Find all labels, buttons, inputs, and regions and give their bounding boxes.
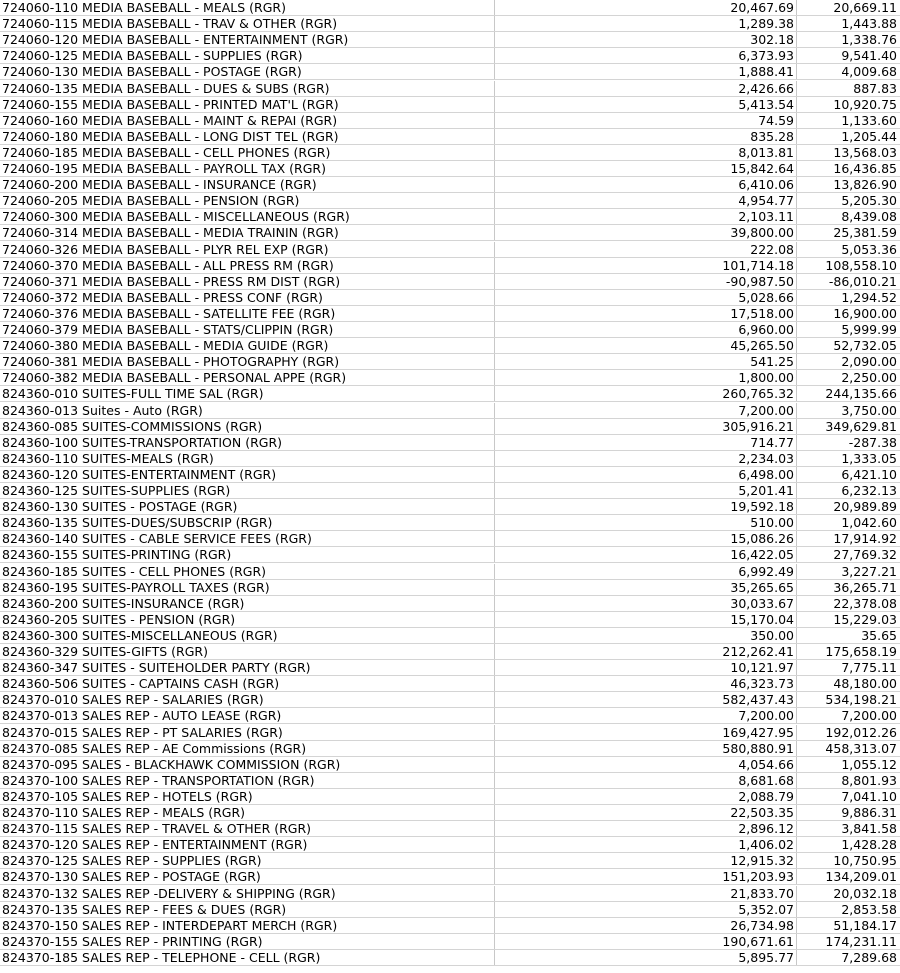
amount-cell-2[interactable]: 192,012.26 — [796, 725, 900, 740]
account-cell[interactable]: 824360-010 SUITES-FULL TIME SAL (RGR) — [2, 386, 264, 402]
amount-cell-1[interactable]: 6,373.93 — [494, 48, 796, 63]
amount-cell-1[interactable]: 30,033.67 — [494, 596, 796, 611]
amount-cell-2[interactable]: 16,436.85 — [796, 161, 900, 176]
amount-cell-1[interactable]: 35,265.65 — [494, 580, 796, 595]
amount-cell-1[interactable]: -90,987.50 — [494, 274, 796, 289]
amount-cell-1[interactable]: 6,410.06 — [494, 177, 796, 192]
amount-cell-2[interactable]: 17,914.92 — [796, 531, 900, 546]
amount-cell-2[interactable]: 4,009.68 — [796, 64, 900, 79]
amount-cell-2[interactable]: 27,769.32 — [796, 547, 900, 562]
amount-cell-1[interactable]: 1,800.00 — [494, 370, 796, 385]
table-row[interactable] — [0, 274, 900, 290]
account-cell[interactable]: 824360-135 SUITES-DUES/SUBSCRIP (RGR) — [2, 515, 273, 531]
amount-cell-2[interactable]: 244,135.66 — [796, 386, 900, 401]
account-cell[interactable]: 724060-120 MEDIA BASEBALL - ENTERTAINMENT (RGR) — [2, 32, 349, 48]
table-row[interactable] — [0, 161, 900, 177]
amount-cell-1[interactable]: 19,592.18 — [494, 499, 796, 514]
amount-cell-1[interactable]: 46,323.73 — [494, 676, 796, 691]
account-cell[interactable]: 824360-347 SUITES - SUITEHOLDER PARTY (RGR) — [2, 660, 311, 676]
account-cell[interactable]: 724060-381 MEDIA BASEBALL - PHOTOGRAPHY (RGR) — [2, 354, 340, 370]
account-cell[interactable]: 724060-370 MEDIA BASEBALL - ALL PRESS RM (RGR) — [2, 257, 334, 273]
amount-cell-1[interactable]: 5,028.66 — [494, 290, 796, 305]
account-cell[interactable]: 724060-379 MEDIA BASEBALL - STATS/CLIPPIN (RGR) — [2, 322, 334, 337]
amount-cell-1[interactable]: 1,888.41 — [494, 64, 796, 79]
amount-cell-2[interactable]: 349,629.81 — [796, 419, 900, 434]
account-cell[interactable]: 724060-195 MEDIA BASEBALL - PAYROLL TAX (RGR) — [2, 161, 326, 176]
amount-cell-2[interactable]: 3,227.21 — [796, 564, 900, 579]
amount-cell-1[interactable]: 6,992.49 — [494, 564, 796, 579]
account-cell[interactable]: 824370-150 SALES REP - INTERDEPART MERCH (RGR) — [2, 917, 338, 933]
amount-cell-2[interactable]: 25,381.59 — [796, 225, 900, 240]
table-row[interactable] — [0, 821, 900, 837]
amount-cell-1[interactable]: 4,054.66 — [494, 757, 796, 772]
amount-cell-1[interactable]: 5,352.07 — [494, 902, 796, 917]
amount-cell-2[interactable]: 1,205.44 — [796, 129, 900, 144]
amount-cell-2[interactable]: 7,775.11 — [796, 660, 900, 675]
amount-cell-2[interactable]: 5,205.30 — [796, 193, 900, 208]
account-cell[interactable]: 824370-110 SALES REP - MEALS (RGR) — [2, 805, 246, 820]
account-cell[interactable]: 824360-506 SUITES - CAPTAINS CASH (RGR) — [2, 676, 280, 692]
table-row[interactable] — [0, 531, 900, 547]
table-row[interactable] — [0, 209, 900, 225]
amount-cell-1[interactable]: 7,200.00 — [494, 708, 796, 723]
amount-cell-1[interactable]: 7,200.00 — [494, 403, 796, 418]
amount-cell-2[interactable]: 1,133.60 — [796, 113, 900, 128]
amount-cell-1[interactable]: 835.28 — [494, 129, 796, 144]
account-cell[interactable]: 824370-015 SALES REP - PT SALARIES (RGR) — [2, 724, 283, 740]
account-cell[interactable]: 824370-115 SALES REP - TRAVEL & OTHER (RGR) — [2, 821, 312, 837]
amount-cell-2[interactable]: 134,209.01 — [796, 869, 900, 884]
table-row[interactable] — [0, 48, 900, 64]
amount-cell-2[interactable]: 1,333.05 — [796, 451, 900, 466]
account-cell[interactable]: 824370-185 SALES REP - TELEPHONE - CELL (RGR) — [2, 949, 321, 965]
table-row[interactable] — [0, 370, 900, 386]
amount-cell-1[interactable]: 5,413.54 — [494, 97, 796, 112]
amount-cell-2[interactable]: 458,313.07 — [796, 741, 900, 756]
amount-cell-2[interactable]: 3,750.00 — [796, 403, 900, 418]
amount-cell-1[interactable]: 2,234.03 — [494, 451, 796, 466]
amount-cell-2[interactable]: 10,920.75 — [796, 97, 900, 112]
account-cell[interactable]: 824360-140 SUITES - CABLE SERVICE FEES (RGR) — [2, 531, 312, 547]
table-row[interactable] — [0, 515, 900, 531]
amount-cell-2[interactable]: -86,010.21 — [796, 274, 900, 289]
amount-cell-2[interactable]: 35.65 — [796, 628, 900, 643]
account-cell[interactable]: 724060-314 MEDIA BASEBALL - MEDIA TRAININ (RGR) — [2, 225, 339, 241]
amount-cell-1[interactable]: 16,422.05 — [494, 547, 796, 562]
amount-cell-2[interactable]: 22,378.08 — [796, 596, 900, 611]
amount-cell-1[interactable]: 302.18 — [494, 32, 796, 47]
account-cell[interactable]: 724060-372 MEDIA BASEBALL - PRESS CONF (RGR) — [2, 289, 323, 305]
amount-cell-1[interactable]: 541.25 — [494, 354, 796, 369]
account-cell[interactable]: 824360-125 SUITES-SUPPLIES (RGR) — [2, 483, 231, 498]
table-row[interactable] — [0, 225, 900, 241]
account-cell[interactable]: 724060-205 MEDIA BASEBALL - PENSION (RGR) — [2, 193, 300, 209]
amount-cell-2[interactable]: 6,232.13 — [796, 483, 900, 498]
account-cell[interactable]: 724060-180 MEDIA BASEBALL - LONG DIST TEL (RGR) — [2, 128, 339, 144]
amount-cell-1[interactable]: 714.77 — [494, 435, 796, 450]
amount-cell-2[interactable]: 20,989.89 — [796, 499, 900, 514]
account-cell[interactable]: 724060-110 MEDIA BASEBALL - MEALS (RGR) — [2, 0, 286, 15]
amount-cell-2[interactable]: 13,826.90 — [796, 177, 900, 192]
amount-cell-2[interactable]: 8,801.93 — [796, 773, 900, 788]
table-row[interactable] — [0, 596, 900, 612]
amount-cell-1[interactable]: 45,265.50 — [494, 338, 796, 353]
amount-cell-1[interactable]: 2,103.11 — [494, 209, 796, 224]
amount-cell-1[interactable]: 212,262.41 — [494, 644, 796, 659]
amount-cell-2[interactable]: 13,568.03 — [796, 145, 900, 160]
amount-cell-1[interactable]: 39,800.00 — [494, 225, 796, 240]
amount-cell-2[interactable]: 5,999.99 — [796, 322, 900, 337]
table-row[interactable] — [0, 193, 900, 209]
account-cell[interactable]: 724060-160 MEDIA BASEBALL - MAINT & REPAI (RGR) — [2, 112, 338, 128]
table-row[interactable] — [0, 708, 900, 724]
amount-cell-2[interactable]: 7,289.68 — [796, 950, 900, 965]
amount-cell-1[interactable]: 74.59 — [494, 113, 796, 128]
account-cell[interactable]: 724060-300 MEDIA BASEBALL - MISCELLANEOUS (RGR) — [2, 209, 350, 225]
amount-cell-1[interactable]: 17,518.00 — [494, 306, 796, 321]
amount-cell-1[interactable]: 15,170.04 — [494, 612, 796, 627]
account-cell[interactable]: 724060-200 MEDIA BASEBALL - INSURANCE (RGR) — [2, 177, 317, 193]
amount-cell-2[interactable]: 9,886.31 — [796, 805, 900, 820]
table-row[interactable] — [0, 789, 900, 805]
amount-cell-1[interactable]: 10,121.97 — [494, 660, 796, 675]
amount-cell-1[interactable]: 350.00 — [494, 628, 796, 643]
amount-cell-2[interactable]: -287.38 — [796, 435, 900, 450]
amount-cell-1[interactable]: 2,426.66 — [494, 81, 796, 96]
amount-cell-1[interactable]: 510.00 — [494, 515, 796, 530]
account-cell[interactable]: 824360-100 SUITES-TRANSPORTATION (RGR) — [2, 434, 283, 450]
amount-cell-1[interactable]: 5,201.41 — [494, 483, 796, 498]
table-row[interactable] — [0, 950, 900, 966]
amount-cell-2[interactable]: 2,853.58 — [796, 902, 900, 917]
table-row[interactable] — [0, 129, 900, 145]
account-cell[interactable]: 724060-380 MEDIA BASEBALL - MEDIA GUIDE (RGR) — [2, 338, 329, 354]
table-row[interactable] — [0, 145, 900, 161]
account-cell[interactable]: 724060-376 MEDIA BASEBALL - SATELLITE FEE (RGR) — [2, 305, 336, 321]
amount-cell-1[interactable]: 26,734.98 — [494, 918, 796, 933]
account-cell[interactable]: 724060-115 MEDIA BASEBALL - TRAV & OTHER (RGR) — [2, 16, 338, 32]
amount-cell-2[interactable]: 8,439.08 — [796, 209, 900, 224]
table-row[interactable] — [0, 773, 900, 789]
table-row[interactable] — [0, 242, 900, 258]
amount-cell-1[interactable]: 20,467.69 — [494, 0, 796, 15]
amount-cell-2[interactable]: 108,558.10 — [796, 258, 900, 273]
amount-cell-2[interactable]: 20,032.18 — [796, 886, 900, 901]
table-row[interactable] — [0, 338, 900, 354]
table-row[interactable] — [0, 467, 900, 483]
table-row[interactable] — [0, 805, 900, 821]
table-row[interactable] — [0, 644, 900, 660]
table-row[interactable] — [0, 725, 900, 741]
amount-cell-2[interactable]: 6,421.10 — [796, 467, 900, 482]
account-cell[interactable]: 824370-132 SALES REP -DELIVERY & SHIPPING (RGR) — [2, 885, 336, 901]
table-row[interactable] — [0, 419, 900, 435]
account-cell[interactable]: 824370-135 SALES REP - FEES & DUES (RGR) — [2, 901, 287, 917]
table-row[interactable] — [0, 564, 900, 580]
amount-cell-1[interactable]: 21,833.70 — [494, 886, 796, 901]
account-cell[interactable]: 824360-185 SUITES - CELL PHONES (RGR) — [2, 563, 267, 579]
amount-cell-1[interactable]: 22,503.35 — [494, 805, 796, 820]
amount-cell-2[interactable]: 175,658.19 — [796, 644, 900, 659]
amount-cell-1[interactable]: 190,671.61 — [494, 934, 796, 949]
account-cell[interactable]: 824370-013 SALES REP - AUTO LEASE (RGR) — [2, 708, 282, 724]
table-row[interactable] — [0, 97, 900, 113]
table-row[interactable] — [0, 258, 900, 274]
table-row[interactable] — [0, 869, 900, 885]
amount-cell-2[interactable]: 52,732.05 — [796, 338, 900, 353]
table-row[interactable] — [0, 306, 900, 322]
amount-cell-2[interactable]: 7,200.00 — [796, 708, 900, 723]
amount-cell-1[interactable]: 1,289.38 — [494, 16, 796, 31]
account-cell[interactable]: 724060-382 MEDIA BASEBALL - PERSONAL APPE (RGR) — [2, 370, 347, 386]
amount-cell-1[interactable]: 582,437.43 — [494, 692, 796, 707]
table-row[interactable] — [0, 902, 900, 918]
table-row[interactable] — [0, 757, 900, 773]
amount-cell-2[interactable]: 1,338.76 — [796, 32, 900, 47]
amount-cell-2[interactable]: 1,294.52 — [796, 290, 900, 305]
account-cell[interactable]: 824370-120 SALES REP - ENTERTAINMENT (RGR) — [2, 837, 308, 853]
table-row[interactable] — [0, 435, 900, 451]
amount-cell-2[interactable]: 48,180.00 — [796, 676, 900, 691]
table-row[interactable] — [0, 547, 900, 563]
amount-cell-2[interactable]: 15,229.03 — [796, 612, 900, 627]
table-row[interactable] — [0, 113, 900, 129]
amount-cell-1[interactable]: 580,880.91 — [494, 741, 796, 756]
table-row[interactable] — [0, 918, 900, 934]
amount-cell-2[interactable]: 174,231.11 — [796, 934, 900, 949]
table-row[interactable] — [0, 0, 900, 16]
table-row[interactable] — [0, 934, 900, 950]
amount-cell-1[interactable]: 101,714.18 — [494, 258, 796, 273]
account-cell[interactable]: 824360-110 SUITES-MEALS (RGR) — [2, 450, 214, 466]
account-cell[interactable]: 824360-085 SUITES-COMMISSIONS (RGR) — [2, 418, 263, 434]
account-cell[interactable]: 824370-125 SALES REP - SUPPLIES (RGR) — [2, 853, 262, 869]
account-cell[interactable]: 724060-135 MEDIA BASEBALL - DUES & SUBS (RGR) — [2, 80, 330, 96]
account-cell[interactable]: 824370-010 SALES REP - SALARIES (RGR) — [2, 692, 264, 708]
amount-cell-2[interactable]: 10,750.95 — [796, 853, 900, 868]
amount-cell-1[interactable]: 8,681.68 — [494, 773, 796, 788]
amount-cell-2[interactable]: 2,250.00 — [796, 370, 900, 385]
amount-cell-2[interactable]: 534,198.21 — [796, 692, 900, 707]
table-row[interactable] — [0, 692, 900, 708]
amount-cell-1[interactable]: 5,895.77 — [494, 950, 796, 965]
table-row[interactable] — [0, 660, 900, 676]
amount-cell-2[interactable]: 51,184.17 — [796, 918, 900, 933]
account-cell[interactable]: 824370-085 SALES REP - AE Commissions (RGR) — [2, 740, 307, 756]
table-row[interactable] — [0, 483, 900, 499]
amount-cell-2[interactable]: 9,541.40 — [796, 48, 900, 63]
account-cell[interactable]: 724060-185 MEDIA BASEBALL - CELL PHONES (RGR) — [2, 144, 331, 160]
table-row[interactable] — [0, 290, 900, 306]
table-row[interactable] — [0, 32, 900, 48]
amount-cell-1[interactable]: 169,427.95 — [494, 725, 796, 740]
table-row[interactable] — [0, 837, 900, 853]
amount-cell-1[interactable]: 4,954.77 — [494, 193, 796, 208]
amount-cell-1[interactable]: 6,960.00 — [494, 322, 796, 337]
table-row[interactable] — [0, 741, 900, 757]
table-row[interactable] — [0, 451, 900, 467]
amount-cell-1[interactable]: 260,765.32 — [494, 386, 796, 401]
table-row[interactable] — [0, 403, 900, 419]
table-row[interactable] — [0, 612, 900, 628]
amount-cell-2[interactable]: 887.83 — [796, 81, 900, 96]
account-cell[interactable]: 824370-155 SALES REP - PRINTING (RGR) — [2, 933, 263, 949]
table-row[interactable] — [0, 386, 900, 402]
table-row[interactable] — [0, 580, 900, 596]
amount-cell-1[interactable]: 2,896.12 — [494, 821, 796, 836]
amount-cell-1[interactable]: 15,086.26 — [494, 531, 796, 546]
table-row[interactable] — [0, 322, 900, 338]
account-cell[interactable]: 824360-130 SUITES - POSTAGE (RGR) — [2, 499, 238, 515]
amount-cell-2[interactable]: 1,428.28 — [796, 837, 900, 852]
table-row[interactable] — [0, 628, 900, 644]
table-row[interactable] — [0, 177, 900, 193]
table-row[interactable] — [0, 16, 900, 32]
amount-cell-2[interactable]: 5,053.36 — [796, 242, 900, 257]
amount-cell-2[interactable]: 16,900.00 — [796, 306, 900, 321]
account-cell[interactable]: 824360-195 SUITES-PAYROLL TAXES (RGR) — [2, 579, 270, 595]
amount-cell-1[interactable]: 12,915.32 — [494, 853, 796, 868]
account-cell[interactable]: 824370-100 SALES REP - TRANSPORTATION (RGR) — [2, 772, 315, 788]
amount-cell-2[interactable]: 36,265.71 — [796, 580, 900, 595]
amount-cell-1[interactable]: 222.08 — [494, 242, 796, 257]
account-cell[interactable]: 824370-095 SALES - BLACKHAWK COMMISSION (RGR) — [2, 756, 341, 772]
table-row[interactable] — [0, 354, 900, 370]
amount-cell-2[interactable]: 7,041.10 — [796, 789, 900, 804]
account-cell[interactable]: 824360-300 SUITES-MISCELLANEOUS (RGR) — [2, 627, 278, 643]
amount-cell-1[interactable]: 15,842.64 — [494, 161, 796, 176]
account-cell[interactable]: 824360-120 SUITES-ENTERTAINMENT (RGR) — [2, 466, 277, 482]
amount-cell-1[interactable]: 6,498.00 — [494, 467, 796, 482]
amount-cell-1[interactable]: 1,406.02 — [494, 837, 796, 852]
amount-cell-1[interactable]: 151,203.93 — [494, 869, 796, 884]
account-cell[interactable]: 824360-329 SUITES-GIFTS (RGR) — [2, 644, 208, 659]
account-cell[interactable]: 724060-130 MEDIA BASEBALL - POSTAGE (RGR) — [2, 64, 302, 80]
table-row[interactable] — [0, 886, 900, 902]
table-row[interactable] — [0, 64, 900, 80]
table-row[interactable] — [0, 499, 900, 515]
account-cell[interactable]: 824360-013 Suites - Auto (RGR) — [2, 402, 203, 418]
account-cell[interactable]: 724060-155 MEDIA BASEBALL - PRINTED MAT'L (RGR) — [2, 96, 339, 112]
account-cell[interactable]: 824360-200 SUITES-INSURANCE (RGR) — [2, 595, 245, 611]
account-cell[interactable]: 824370-130 SALES REP - POSTAGE (RGR) — [2, 869, 261, 885]
amount-cell-2[interactable]: 1,443.88 — [796, 16, 900, 31]
account-cell[interactable]: 724060-125 MEDIA BASEBALL - SUPPLIES (RGR) — [2, 48, 303, 64]
amount-cell-2[interactable]: 1,042.60 — [796, 515, 900, 530]
account-cell[interactable]: 824360-205 SUITES - PENSION (RGR) — [2, 611, 236, 627]
amount-cell-2[interactable]: 20,669.11 — [796, 0, 900, 15]
account-cell[interactable]: 724060-371 MEDIA BASEBALL - PRESS RM DIST (RGR) — [2, 273, 341, 289]
amount-cell-2[interactable]: 1,055.12 — [796, 757, 900, 772]
account-cell[interactable]: 724060-326 MEDIA BASEBALL - PLYR REL EXP (RGR) — [2, 241, 329, 257]
table-row[interactable] — [0, 676, 900, 692]
table-row[interactable] — [0, 853, 900, 869]
amount-cell-1[interactable]: 305,916.21 — [494, 419, 796, 434]
account-cell[interactable]: 824370-105 SALES REP - HOTELS (RGR) — [2, 788, 253, 804]
amount-cell-2[interactable]: 2,090.00 — [796, 354, 900, 369]
table-row[interactable] — [0, 81, 900, 97]
amount-cell-1[interactable]: 2,088.79 — [494, 789, 796, 804]
account-cell[interactable]: 824360-155 SUITES-PRINTING (RGR) — [2, 547, 232, 563]
amount-cell-1[interactable]: 8,013.81 — [494, 145, 796, 160]
amount-cell-2[interactable]: 3,841.58 — [796, 821, 900, 836]
